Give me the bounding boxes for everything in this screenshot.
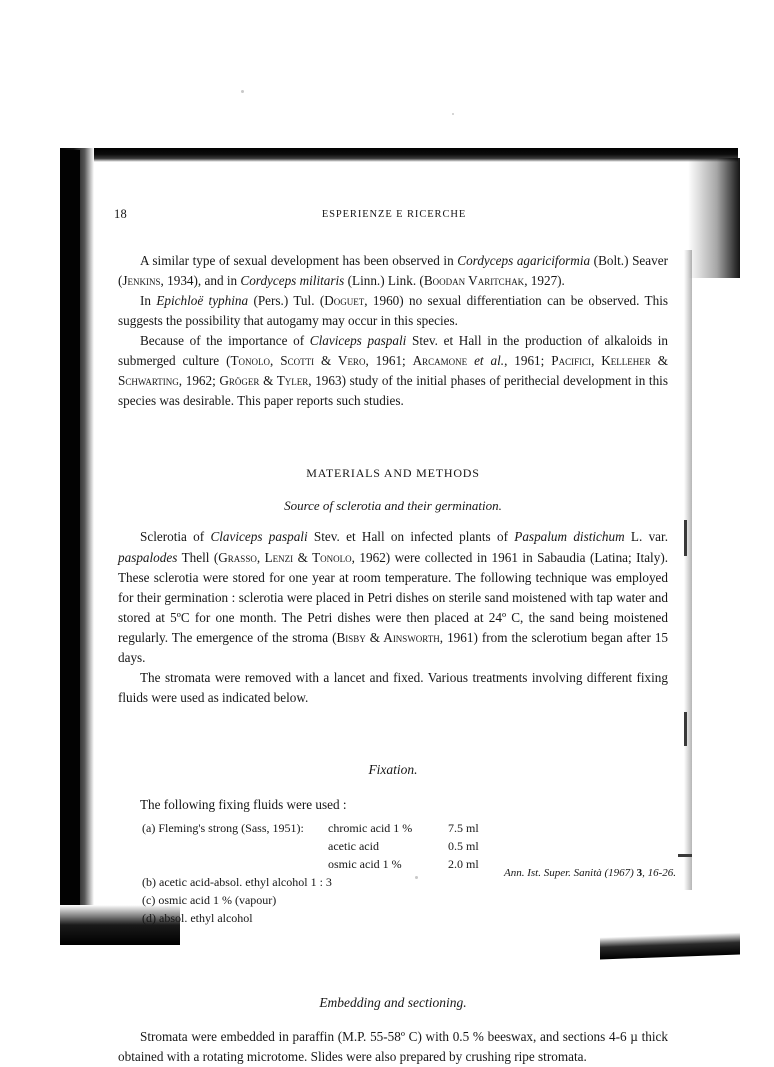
paragraph-3 — [118, 331, 668, 411]
p3-smallcaps-3: Pacifici, Kelleher & Schwarting — [118, 353, 668, 389]
p1-seg-b: (Bolt.) Seaver ( — [118, 253, 668, 289]
p4-italic-1: Claviceps paspali — [210, 529, 308, 545]
p2-seg-a: In — [140, 293, 157, 309]
fixation-row-agent: acetic acid — [328, 838, 379, 853]
fixation-item: (c) osmic acid 1 % (vapour) — [142, 892, 277, 907]
journal-title: Ann. Ist. Super. Sanità — [503, 867, 602, 879]
p4-seg-b: Stev. et Hall on infected plants of — [307, 529, 515, 545]
paragraph-5: The stromata were removed with a lancet and fixed. Various treatments involving different fixing fluids were used as indicated below. — [118, 669, 668, 705]
p3-seg-c: , 1961; — [365, 353, 413, 369]
fixation-row-agent: chromic acid 1 % — [328, 820, 413, 835]
journal-year: (1967) — [601, 867, 637, 879]
scan-shadow-top — [60, 148, 738, 162]
p2-seg-b: (Pers.) Tul. ( — [248, 293, 325, 309]
fixation-row-amount: 7.5 ml — [448, 820, 479, 835]
p1-smallcaps-2: Boodan Varitchak — [423, 273, 525, 289]
p4-italic-3: paspalodes — [118, 549, 178, 565]
p2-smallcaps-1: Doguet — [324, 293, 365, 309]
p4-seg-f: , 1961) from the sclerotium began after 15 days. — [118, 629, 669, 665]
fixation-item: (d) absol. ethyl alcohol — [142, 910, 253, 925]
paragraph-1 — [118, 251, 668, 291]
p3-smallcaps-4: Gröger & Tyler — [219, 373, 309, 389]
running-head-title: ESPERIENZE E RICERCHE — [321, 209, 467, 220]
fixation-lead: The following fixing fluids were used : — [140, 796, 347, 812]
p3-seg-a: Because of the importance of — [140, 333, 310, 349]
subheading-fixation: Fixation. — [368, 762, 418, 778]
fixation-row-agent: osmic acid 1 % — [328, 856, 402, 871]
folio-number: 18 — [114, 207, 127, 221]
p4-seg-c: L. var. — [624, 529, 668, 545]
fixation-row-label: (a) Fleming's strong (Sass, 1951): — [142, 820, 304, 835]
p4-seg-e: , 1962) were collected in 1961 in Sabaudia (Latina; Italy). These sclerotia were stored for one year at room temperature. The following technique was employed for their germination : sclerotia were placed in Petri dishes on sterile sand moistened with tap water and stored at 5ºC for one month. The Petri dishes were then placed at 24º C, the sand being moistened regularly. The emergence of the stroma ( — [118, 549, 669, 645]
p4-seg-d: Thell ( — [177, 549, 219, 565]
p3-italic-2: et al. — [467, 353, 505, 369]
p2-italic-1: Epichloë typhina — [156, 293, 249, 309]
p1-italic-1: Cordyceps agariciformia — [457, 253, 591, 268]
spacer-1 — [118, 412, 668, 438]
p1-seg-c: , 1934), and in — [160, 273, 241, 289]
fixation-row-label — [142, 837, 328, 855]
spacer-2 — [118, 708, 668, 734]
section-heading-materials: MATERIALS AND METHODS — [306, 465, 480, 480]
fixation-row — [142, 837, 668, 855]
p4-seg-a: Sclerotia of — [140, 529, 211, 545]
body-column — [118, 251, 668, 1067]
p3-seg-f: , 1963) study of the initial phases of perithecial development in this species was desirable. This paper reports such studies. — [118, 373, 668, 409]
fixation-row-amount: 0.5 ml — [448, 838, 479, 853]
page-sheet — [94, 165, 694, 1065]
p3-seg-b: Stev. et Hall in the production of alkaloids in submerged culture ( — [118, 333, 668, 369]
p4-smallcaps-1: Grasso, Lenzi & Tonolo — [218, 549, 352, 565]
scan-speck-2 — [452, 113, 454, 115]
p3-smallcaps-2: Arcamone — [412, 353, 468, 369]
paragraph-2 — [118, 291, 668, 331]
spacer-3 — [118, 927, 668, 967]
subheading-embedding: Embedding and sectioning. — [319, 994, 467, 1010]
journal-volume: 3 — [636, 867, 643, 879]
scan-speck-1 — [241, 90, 244, 93]
p3-seg-d: , 1961; — [504, 353, 552, 369]
fixation-row — [142, 819, 668, 837]
p1-seg-d: (Linn.) Link. ( — [344, 273, 424, 289]
paragraph-4 — [118, 527, 668, 667]
p1-seg-e: , 1927). — [524, 273, 565, 289]
scan-shadow-top-right — [688, 158, 740, 278]
p1-seg-a: A similar type of sexual development has been observed in — [140, 253, 458, 268]
fixation-row-label — [142, 855, 328, 873]
journal-pages: , 16-26. — [642, 867, 676, 879]
journal-reference — [504, 867, 676, 879]
subheading-source-of-sclerotia: Source of sclerotia and their germination. — [284, 497, 502, 513]
paragraph-6: Stromata were embedded in paraffin (M.P. 55-58º C) with 0.5 % beeswax, and sections 4-6 µ thick obtained with a rotating microtome. Slides were also prepared by crushing ripe stromata. — [118, 1029, 668, 1065]
p1-smallcaps-1: Jenkins — [122, 273, 161, 289]
p2-seg-c: , 1960) no sexual differentiation can be observed. This suggests the possibility that autogamy may occur in this species. — [118, 293, 668, 329]
p4-italic-2: Paspalum distichum — [514, 529, 625, 545]
p4-smallcaps-2: Bisby & Ainsworth — [336, 629, 440, 645]
p3-italic-1: Claviceps paspali — [309, 333, 407, 349]
fixation-row-amount: 2.0 ml — [448, 856, 479, 871]
p3-smallcaps-1: Tonolo, Scotti & Vero — [230, 353, 366, 369]
fixation-item: (b) acetic acid-absol. ethyl alcohol 1 : 3 — [142, 874, 332, 889]
running-head — [94, 207, 694, 229]
scan-shadow-left-edge — [60, 150, 80, 945]
p3-seg-e: , 1962; — [178, 373, 220, 389]
p1-italic-2: Cordyceps militaris — [240, 273, 345, 289]
